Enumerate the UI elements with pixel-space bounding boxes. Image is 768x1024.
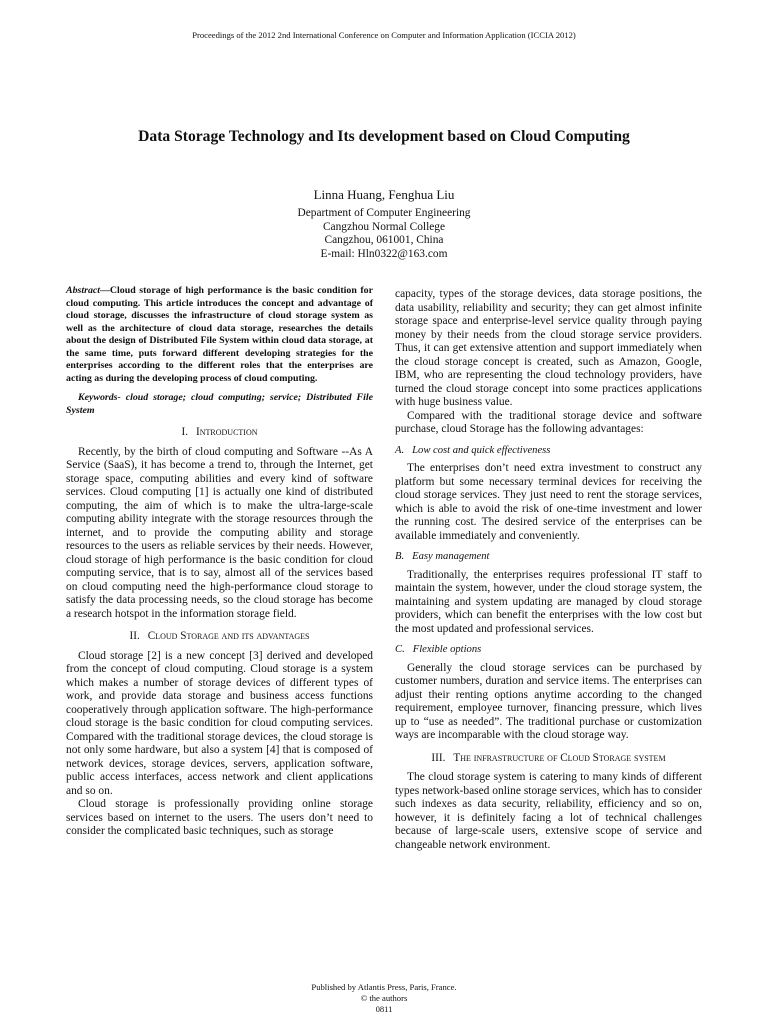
paragraph: The enterprises don’t need extra investment to construct any platform but some necessary terminal devices for receiving the cloud storage services. They just need to rent the storage services, which is able to avoid the risk of one-time investment and lower the running cost. The desired service of the enterprises can be available immediately and conveniently. xyxy=(395,462,702,542)
subsection-heading-flexible-options xyxy=(395,643,702,657)
subsection-title: Low cost and quick effectiveness xyxy=(412,444,551,456)
affiliation-address: Cangzhou, 061001, China xyxy=(324,234,444,246)
left-column xyxy=(66,285,373,839)
section-number: I. xyxy=(181,426,189,438)
affiliation-college: Cangzhou Normal College xyxy=(322,220,446,233)
paragraph: Cloud storage [2] is a new concept [3] derived and developed from the concept of cloud computing. Cloud storage is a system which makes a number of storage devices of different types of work, and provide data storage and business access functions cooperatively through application software. The high-performance cloud storage is the basic condition for cloud computing services. Compared with the traditional storage devices, the cloud storage is not only some hardware, but also a system [4] that is composed of network devices, storage devices, servers, application software, public access interfaces, access network and client applications and so on. xyxy=(66,649,373,797)
section-title: The infrastructure of Cloud Storage system xyxy=(453,751,666,764)
section-heading-cloud-storage xyxy=(66,630,373,644)
section-number: III. xyxy=(431,751,446,764)
section-title: Introduction xyxy=(196,426,258,438)
subsection-number: C. xyxy=(395,644,405,655)
copyright-line: © the authors xyxy=(360,993,408,1003)
paragraph: The cloud storage system is catering to many kinds of different types network-based online storage services, which has to consider such indexes as data security, reliability, efficiency and so on, however, it is definitely facing a lot of technical challenges because of large-scale users, extensive scope of service and changeable network environment. xyxy=(395,771,702,851)
paragraph: Cloud storage is professionally providing online storage services based on internet to the users. The users don’t need to consider the complicated basic techniques, such as storage xyxy=(66,798,373,837)
subsection-heading-low-cost xyxy=(395,444,702,458)
abstract xyxy=(66,285,373,385)
right-column xyxy=(395,288,702,852)
paragraph: Recently, by the birth of cloud computing and Software --As A Service (SaaS), it has become a trend to, through the Internet, get storage space, computing abilities and every kind of software services. Cloud computing [1] is actually one kind of distributed computing, the aim of which is to make the ultra-large-scale computing ability integrate with the storage resources through the internet, and to provide the computing ability and storage resources to the users as reliable services by their needs. However, cloud storage of high performance is the basic condition for cloud computing service, that is to say, almost all of the services based on cloud computing need the high-performance cloud storage to satisfy the data processing needs, so the cloud storage has become a research hotspot in the information storage field. xyxy=(66,445,373,620)
paragraph: Traditionally, the enterprises requires professional IT staff to maintain the system, however, under the cloud storage system, the maintaining and system updating are managed by cloud storage providers, which can benefit the enterprises with the low cost but the most updated and professional services. xyxy=(395,568,702,635)
author-block xyxy=(0,186,768,261)
page-footer xyxy=(0,982,768,1015)
keywords: Keywords- cloud storage; cloud computing; service; Distributed File System xyxy=(66,392,373,416)
section-heading-introduction xyxy=(66,426,373,440)
section-number: II. xyxy=(129,630,140,642)
abstract-text: —Cloud storage of high performance is the basic condition for cloud computing. This article introduces the concept and advantage of cloud storage, discusses the infrastructure of cloud storage system as well as the architecture of cloud data storage, researches the details about the design of Distributed File System within cloud data storage, at the same time, puts forward different developing strategies for the enterprises according to the different roles that the enterprises are acting as during the developing process of cloud computing. xyxy=(66,285,373,384)
running-head: Proceedings of the 2012 2nd International Conference on Computer and Information Application (ICCIA 2012) xyxy=(192,30,576,40)
subsection-number: A. xyxy=(395,444,405,456)
section-title: Cloud Storage and its advantages xyxy=(147,630,310,642)
paragraph: Compared with the traditional storage device and software purchase, cloud Storage has the following advantages: xyxy=(395,409,702,435)
paragraph-continued: capacity, types of the storage devices, data storage positions, the data usability, reliability and security; they can get almost infinite storage space and enterprise-level service quality through paying money by their needs from the cloud storage service providers. Thus, it can get extensive attention and support immediately when the cloud storage concept is created, such as Amazon, Google, IBM, who are representing the cloud technology providers, have turned the cloud storage concept into some practices applications with huge business value. xyxy=(395,288,702,408)
paragraph: Generally the cloud storage services can be purchased by customer numbers, duration and service items. The enterprises can adjust their renting options anytime according to the changed requirement, employee turnover, financing pressure, which lives up to “use as needed”. The traditional purchase or customization ways are incomparable with the cloud storage way. xyxy=(395,661,702,741)
author-email: E-mail: Hln0322@163.com xyxy=(320,247,448,260)
author-names: Linna Huang, Fenghua Liu xyxy=(313,187,455,202)
affiliation-department: Department of Computer Engineering xyxy=(297,207,471,219)
subsection-number: B. xyxy=(395,551,405,562)
abstract-label: Abstract xyxy=(66,285,101,296)
publisher-line: Published by Atlantis Press, Paris, France. xyxy=(311,982,457,992)
subsection-heading-easy-management xyxy=(395,550,702,564)
paper-title: Data Storage Technology and Its development based on Cloud Computing xyxy=(138,128,630,145)
page-number: 0811 xyxy=(375,1004,393,1014)
subsection-title: Flexible options xyxy=(412,644,482,655)
subsection-title: Easy management xyxy=(412,551,490,562)
section-heading-infrastructure xyxy=(395,752,702,766)
